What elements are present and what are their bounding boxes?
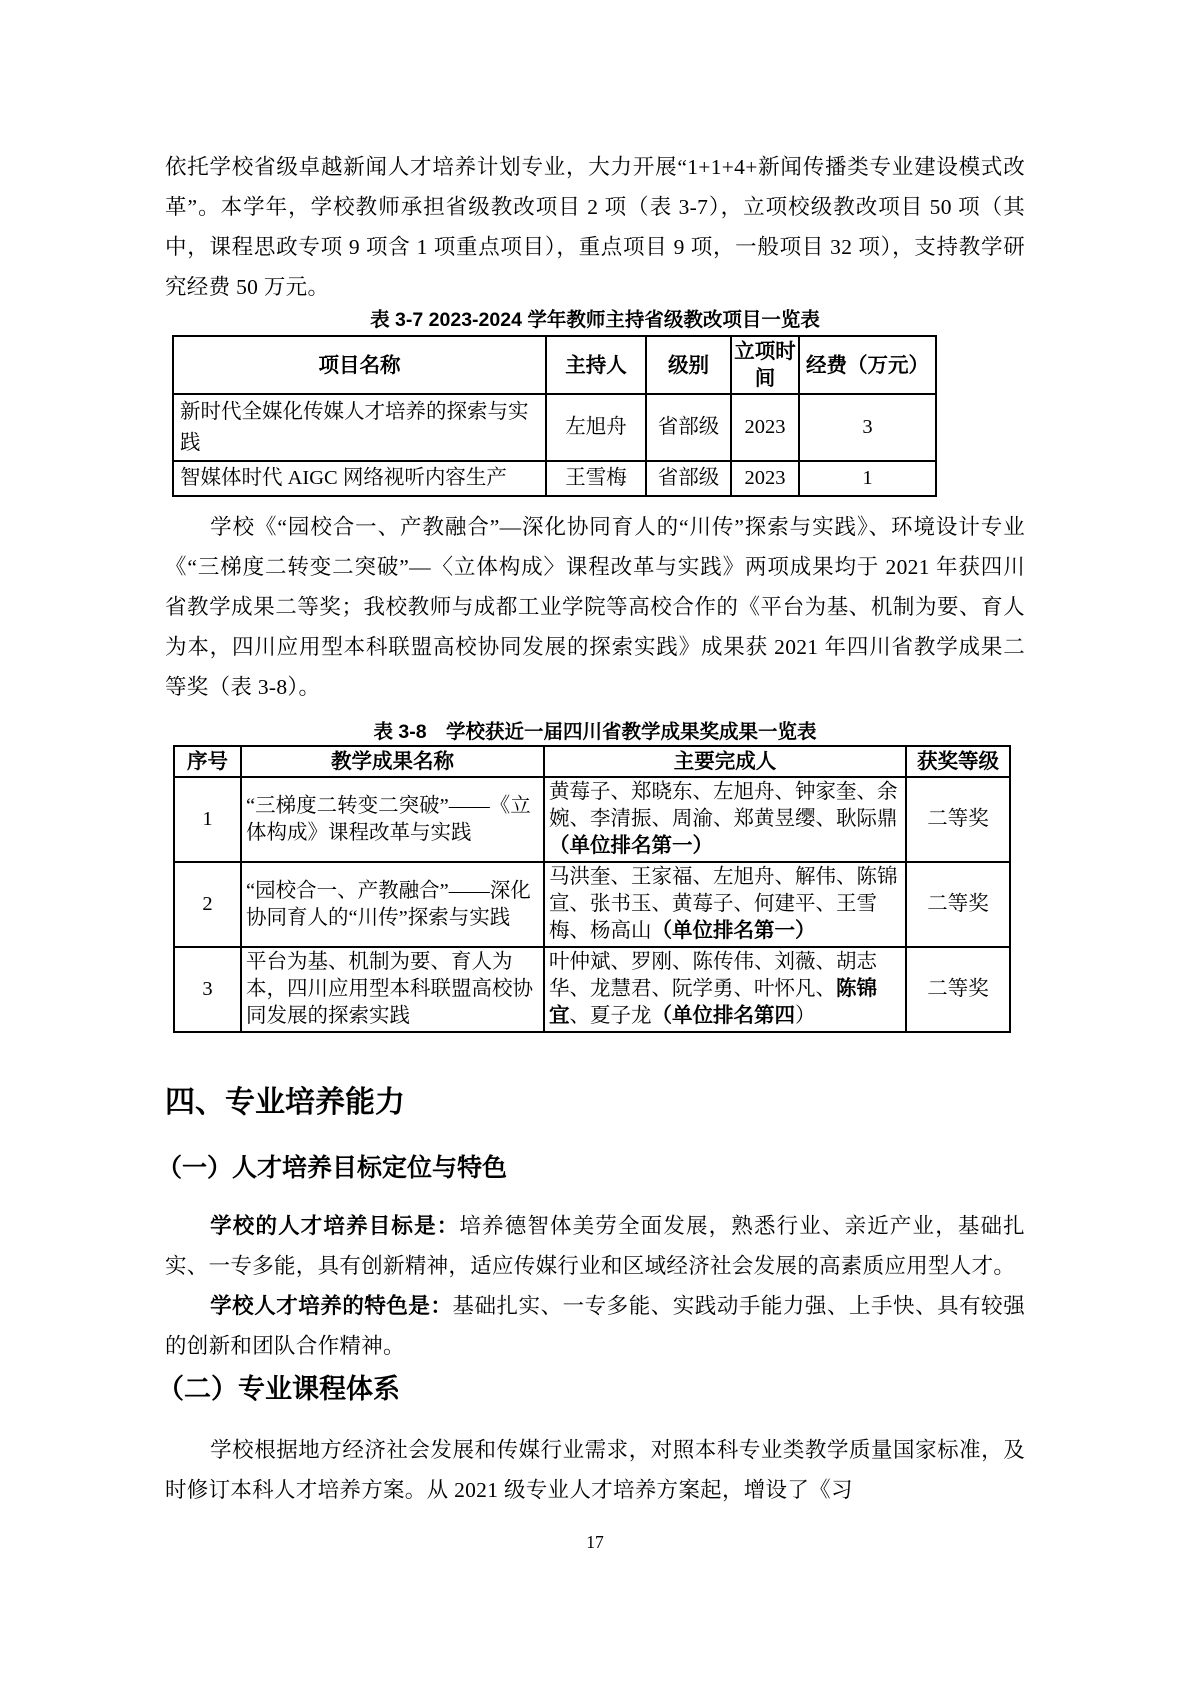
table-cell: 3 (799, 394, 936, 461)
paragraph-goal-rest: 培养德智体美劳全面发展，熟悉行业、亲近产业，基础扎实、一专多能，具有创新精神，适应传媒行业和区域经济社会发展的高素质应用型人才。 (165, 1214, 1025, 1278)
members-segment: 、夏子龙 (569, 1005, 652, 1027)
paragraph-feature-lead: 学校人才培养的特色是： (210, 1294, 453, 1318)
cell-index: 2 (174, 862, 241, 947)
paragraph-curriculum: 学校根据地方经济社会发展和传媒行业需求，对照本科专业类教学质量国家标准，及时修订本科人才培养方案。从 2021 级专业人才培养方案起，增设了《习 (165, 1438, 1025, 1502)
paragraph-goal (165, 1206, 1025, 1286)
members-bold-segment: （单位排名第一） (549, 835, 713, 857)
table-row (174, 862, 1010, 947)
cell-members (544, 777, 906, 862)
table-3-8-caption: 表 3-8 学校获近一届四川省教学成果奖成果一览表 (373, 721, 817, 743)
column-header: 主要完成人 (544, 746, 906, 777)
table-3-8 (173, 745, 1011, 1033)
table-3-7-body (173, 394, 936, 496)
column-header: 序号 (174, 746, 241, 777)
table-cell: 2023 (731, 461, 799, 496)
members-bold-segment: 陈锦宜 (549, 978, 877, 1027)
members-bold-segment: （单位排名第一） (651, 920, 816, 942)
paragraph-goal-lead: 学校的人才培养目标是： (210, 1214, 460, 1238)
column-header: 教学成果名称 (241, 746, 544, 777)
members-segment: ） (795, 1005, 816, 1027)
section-heading-4: 四、专业培养能力 (165, 1086, 405, 1119)
members-segment: 叶仲斌、罗刚、陈传伟、刘薇、胡志华、龙慧君、阮学勇、叶怀凡、 (549, 951, 877, 1000)
cell-index: 3 (174, 947, 241, 1032)
cell-award: 二等奖 (906, 777, 1010, 862)
table-3-7 (172, 335, 937, 497)
paragraph-feature (165, 1286, 1025, 1366)
paragraph-awards: 学校《“园校合一、产教融合”—深化协同育人的“川传”探索与实践》、环境设计专业《“三梯度二转变二突破”—〈立体构成〉课程改革与实践》两项成果均于 2021 年获四川省教学成果二等奖；我校教师与成都工业学院等高校合作的《平台为基、机制为要、育人为本，四川应用型本科联盟高校协同发展的探索实践》成果获 2021 年四川省教学成果二等奖（表 3-8）。 (165, 515, 1025, 699)
table-row (174, 777, 1010, 862)
column-header: 经费（万元） (799, 336, 936, 394)
subsection-heading-1: （一）人才培养目标定位与特色 (157, 1154, 508, 1182)
cell-members (544, 862, 906, 947)
table-cell: 2023 (731, 394, 799, 461)
members-segment: 马洪奎、王家福、左旭舟、解伟、陈锦宣、张书玉、黄莓子、何建平、王雪梅、杨高山 (549, 866, 898, 942)
cell-award: 二等奖 (906, 947, 1010, 1032)
page-content (157, 147, 1025, 1553)
table-row (174, 947, 1010, 1032)
table-row (173, 394, 936, 461)
column-header: 主持人 (546, 336, 646, 394)
cell-award: 二等奖 (906, 862, 1010, 947)
cell-result-name: “园校合一、产教融合”——深化协同育人的“川传”探索与实践 (241, 862, 544, 947)
table-3-8-body (174, 777, 1010, 1032)
table-3-7-head (173, 336, 936, 394)
table-cell: 智媒体时代 AIGC 网络视听内容生产 (173, 461, 546, 496)
table-3-8-head (174, 746, 1010, 777)
cell-result-name: “三梯度二转变二突破”——《立体构成》课程改革与实践 (241, 777, 544, 862)
page-number: 17 (586, 1532, 604, 1552)
table-cell: 1 (799, 461, 936, 496)
table-cell: 左旭舟 (546, 394, 646, 461)
table-cell: 省部级 (646, 461, 731, 496)
cell-members (544, 947, 906, 1032)
table-row (173, 461, 936, 496)
paragraph-feature-rest: 基础扎实、一专多能、实践动手能力强、上手快、具有较强的创新和团队合作精神。 (165, 1294, 1025, 1358)
table-cell: 新时代全媒化传媒人才培养的探索与实践 (173, 394, 546, 461)
table-3-7-caption: 表 3-7 2023-2024 学年教师主持省级教改项目一览表 (370, 309, 820, 331)
subsection-heading-2: （二）专业课程体系 (157, 1374, 400, 1404)
members-segment: 黄莓子、郑晓东、左旭舟、钟家奎、余婉、李清振、周渝、郑黄昱缨、耿际鼎 (549, 781, 898, 830)
cell-index: 1 (174, 777, 241, 862)
table-cell: 省部级 (646, 394, 731, 461)
header-row (174, 746, 1010, 777)
header-row (173, 336, 936, 394)
column-header: 项目名称 (173, 336, 546, 394)
column-header: 级别 (646, 336, 731, 394)
column-header: 立项时间 (731, 336, 799, 394)
cell-result-name: 平台为基、机制为要、育人为本，四川应用型本科联盟高校协同发展的探索实践 (241, 947, 544, 1032)
members-bold-segment: （单位排名第四 (651, 1005, 795, 1027)
table-cell: 王雪梅 (546, 461, 646, 496)
column-header: 获奖等级 (906, 746, 1010, 777)
paragraph-intro: 依托学校省级卓越新闻人才培养计划专业，大力开展“1+1+4+新闻传播类专业建设模式改革”。本学年，学校教师承担省级教改项目 2 项（表 3-7），立项校级教改项目 50 项（其中，课程思政专项 9 项含 1 项重点项目），重点项目 9 项，一般项目 32 项），支持教学研究经费 50 万元。 (165, 155, 1025, 299)
